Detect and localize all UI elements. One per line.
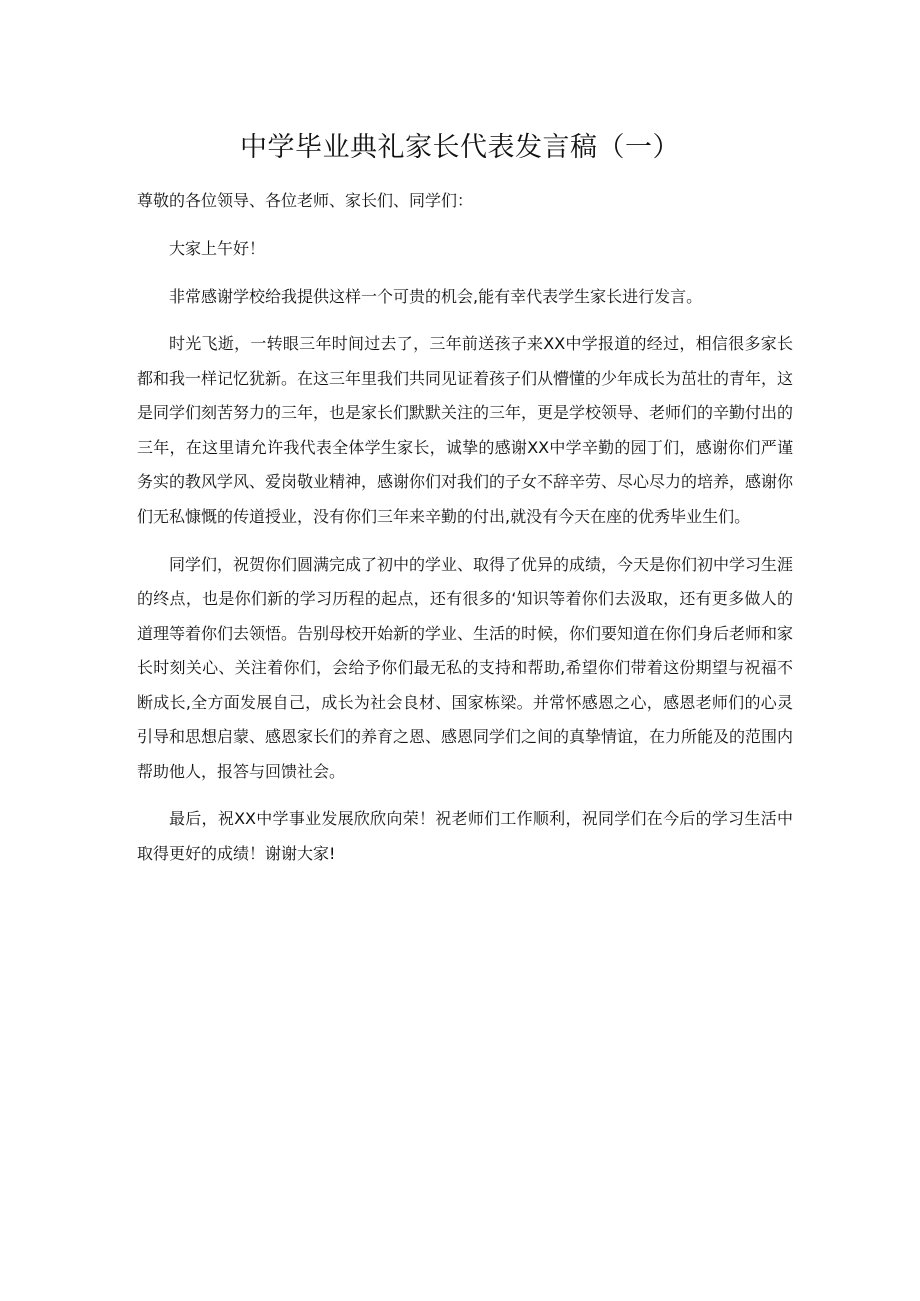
document-title: 中学毕业典礼家长代表发言稿（一）	[240, 132, 680, 163]
paragraph-thanks-opportunity: 非常感谢学校给我提供这样一个可贵的机会,能有幸代表学生家长进行发言。	[169, 286, 703, 306]
paragraph-closing: 最后，祝XX中学事业发展欣欣向荣！祝老师们工作顺利，祝同学们在今后的学习生活中取得更好的成绩！谢谢大家!	[137, 809, 793, 863]
paragraph-greeting: 大家上午好！	[169, 238, 266, 258]
paragraph-to-students: 同学们，祝贺你们圆满完成了初中的学业、取得了优异的成绩，今天是你们初中学习生涯的终点，也是你们新的学习历程的起点，还有很多的‘知识等着你们去汲取，还有更多做人的道理等着你们去领悟。告别母校开始新的学业、生活的时候，你们要知道在你们身后老师和家长时刻关心、关注着你们，会给予你们最无私的支持和帮助,希望你们带着这份期望与祝福不断成长,全方面发展自己，成长为社会良材、国家栋梁。并常怀感恩之心，感恩老师们的心灵引导和思想启蒙、感恩家长们的养育之恩、感恩同学们之间的真挚情谊，在力所能及的范围内帮助他人，报答与回馈社会。	[137, 554, 794, 781]
document-body	[137, 184, 793, 885]
salutation: 尊敬的各位领导、各位老师、家长们、同学们：	[137, 191, 474, 210]
paragraph-three-years: 时光飞逝，一转眼三年时间过去了，三年前送孩子来XX中学报道的经过，相信很多家长都和我一样记忆犹新。在这三年里我们共同见证着孩子们从懵懂的少年成长为茁壮的青年，这是同学们刻苦努力的三年，也是家长们默默关注的三年，更是学校领导、老师们的辛勤付出的三年，在这里请允许我代表全体学生家长，诚挚的感谢XX中学辛勤的园丁们，感谢你们严谨务实的教风学风、爱岗敬业精神，感谢你们对我们的子女不辞辛劳、尽心尽力的培养，感谢你们无私慷慨的传道授业，没有你们三年来辛勤的付出,就没有今天在座的优秀毕业生们。	[137, 334, 794, 526]
